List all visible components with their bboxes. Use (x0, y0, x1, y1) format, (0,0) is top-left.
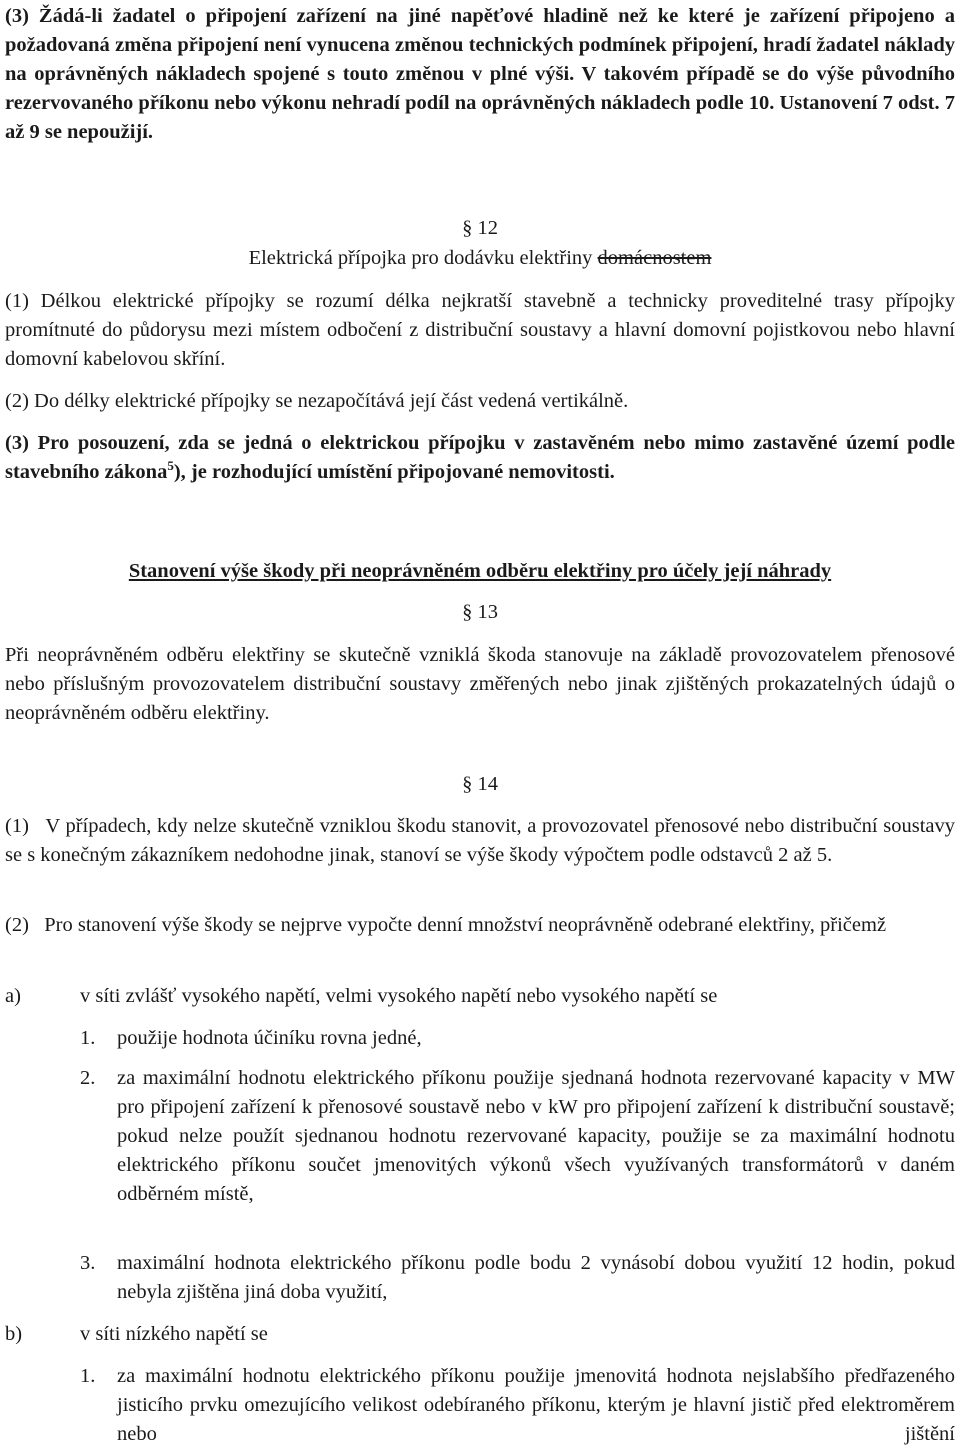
part-heading: Stanovení výše škody při neoprávněném odběru elektřiny pro účely její náhrady (128, 560, 832, 582)
section-12-title: Elektrická přípojka pro dodávku elektřiny domácnostem (248, 247, 712, 269)
section-13-number: § 13 (462, 601, 498, 623)
section-14-paragraph-1: (1) V případech, kdy nelze skutečně vzniklou škodu stanovit, a provozovatel přenosové nebo distribuční soustavy se s konečným zákazníkem nedohodne jinak, stanoví se výše škody výpočtem podle odstavců 2 až 5. (5, 815, 960, 866)
footnote-ref: 5 (167, 458, 174, 474)
section-12-paragraph-1: (1) Délkou elektrické přípojky se rozumí délka nejkratší stavebně a technicky proveditelné trasy přípojky promítnuté do půdorysu mezi místem odbočení z distribuční soustavy a hlavní domovní pojistkovou nebo hlavní domovní kabelovou skříní. (5, 290, 955, 370)
section-12-paragraph-3: (3) Pro posouzení, zda se jedná o elektrickou přípojku v zastavěném nebo mimo zastavěné území podle stavebního zákona$^5$), je rozhodující umístění připojované nemovitosti. (5, 432, 955, 483)
section-11-paragraph-3: (3) Žádá-li žadatel o připojení zařízení na jiné napěťové hladině než ke které je zařízení připojeno a požadovaná změna připojení není vynucena změnou technických podmínek připojení, hradí žadatel náklady na oprávněných nákladech spojené s touto změnou v plné výši. V takovém případě se do výše původního rezervovaného příkonu nebo výkonu nehradí podíl na oprávněných nákladech podle 10. Ustanovení 7 odst. 7 až 9 se nepoužijí. (5, 5, 955, 143)
section-sign: § (462, 601, 473, 623)
section-13-paragraph: Při neoprávněném odběru elektřiny se skutečně vzniklá škoda stanovuje na základě provozovatelem přenosové nebo příslušným provozovatelem distribuční soustavy změřených nebo jinak zjištěných prokazatelných údajů o neoprávněném odběru elektřiny. (5, 644, 955, 724)
section-sign: § (462, 217, 473, 239)
struck-text: domácnostem (597, 247, 712, 269)
section-14-number: § 14 (462, 773, 498, 795)
section-sign: § (462, 773, 473, 795)
section-12-paragraph-2: (2) Do délky elektrické přípojky se nezapočítává její část vedená vertikálně. (5, 390, 629, 412)
section-14-paragraph-2: (2) Pro stanovení výše škody se nejprve vypočte denní množství neoprávněně odebrané elektřiny, přičemž (5, 914, 887, 936)
section-12-number: § 12 (462, 217, 498, 239)
